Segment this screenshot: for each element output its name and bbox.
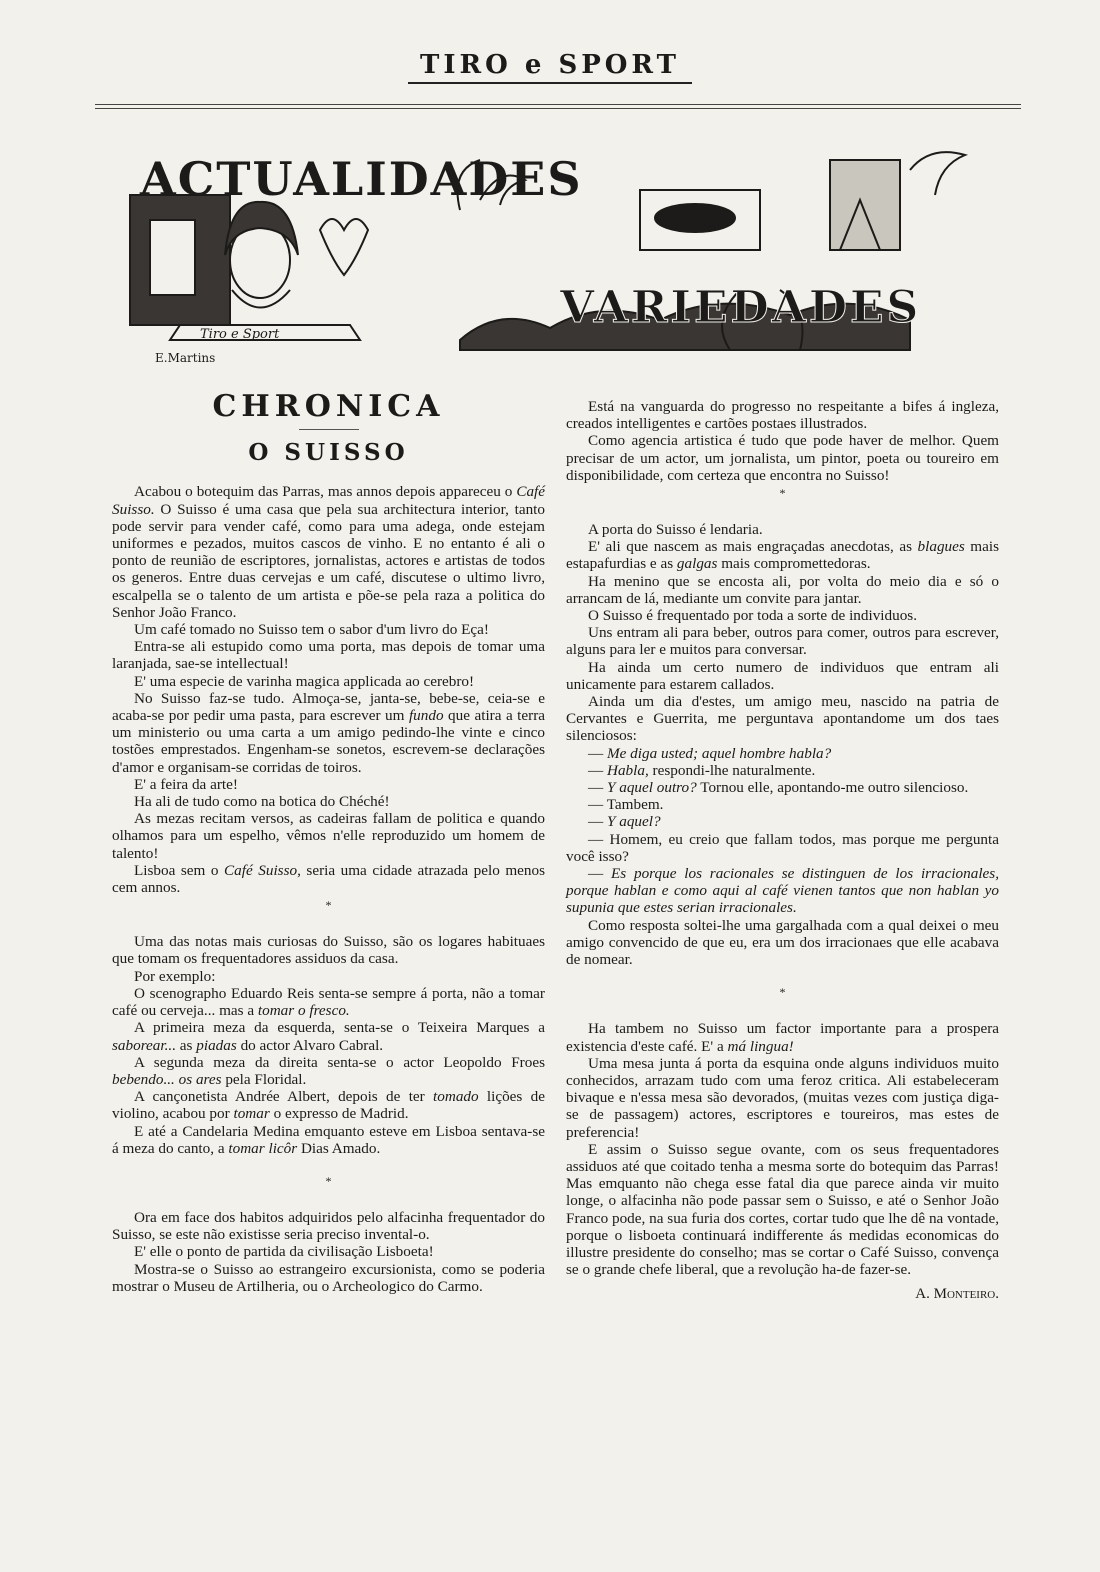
dialogue-line: — Y aquel outro? Tornou elle, apontando-me outro silencioso. [588, 779, 969, 797]
banner-title-right: VARIEDADES [560, 282, 922, 333]
dialogue-line: — Y aquel? [588, 813, 661, 831]
right-column [566, 398, 999, 1304]
section-separator: * [779, 486, 786, 501]
banner-artist-signature: E.Martins [155, 351, 216, 365]
paragraph: E assim o Suisso segue ovante, com os seus frequentadores assiduos até que coitado tenha a mesma sorte do botequim das Parras! Mas emquanto não chega esse fatal dia que parece ainda vir muito longe, o alfacinha não pode passar sem o Suisso, e até o Senhor João Franco pode, na sua furia dos cortes, cortar tudo que lhe dê na vontade, porque o lisboeta continuará indifferente ás medidas economicas do illustre presidente do conselho; mas se cortar o Café Suisso, convença se o grande chefe liberal, que a revolução ha-de fazer-se. [566, 1140, 999, 1279]
banner-title-left: ACTUALIDADES [140, 152, 583, 206]
paragraph: E' elle o ponto de partida da civilisação Lisboeta! [134, 1243, 434, 1261]
paragraph: Um café tomado no Suisso tem o sabor d'um livro do Eça! [134, 621, 489, 639]
banner-illustration [120, 140, 1000, 370]
dialogue-line: — Me diga usted; aquel hombre habla? [588, 744, 832, 762]
paragraph: Como resposta soltei-lhe uma gargalhada com a qual deixei o meu amigo convencido de que eu, era um dos irracionaes que elle acabava de nomear. [566, 916, 999, 969]
paragraph: Ainda um dia d'estes, um amigo meu, nascido na patria de Cervantes e Guerrita, me perguntava apontandome um dos taes silenciosos: [566, 693, 999, 745]
paragraph: A primeira meza da esquerda, senta-se o Teixeira Marques a saborear... as piadas do actor Alvaro Cabral. [112, 1019, 545, 1054]
dialogue-line: — Tambem. [588, 796, 664, 814]
title-rule [299, 429, 359, 430]
paragraph: Uma mesa junta á porta da esquina onde alguns individuos muito conhecidos, arrazam tudo com uma feroz critica. Ali estabeleceram bivaque e n'essa mesa são devorados, (muitas vezes com justiça diga-se de passagem) actores, escriptores e toureiros, mas estes de preferencia! [566, 1054, 999, 1141]
paragraph: Lisboa sem o Café Suisso, seria uma cidade atrazada pelo menos cem annos. [112, 861, 545, 897]
paragraph: A segunda meza da direita senta-se o actor Leopoldo Froes bebendo... os ares pela Floridal. [112, 1053, 545, 1088]
chronica-title: CHRONICA [212, 389, 445, 424]
masthead [0, 50, 1100, 84]
paragraph: O Suisso é frequentado por toda a sorte de individuos. [588, 607, 918, 625]
paragraph: E' uma especie de varinha magica applicada ao cerebro! [134, 672, 475, 690]
paragraph: As mezas recitam versos, as cadeiras fallam de politica e quando olhamos para um espelho, vêmos n'elle reproduzido um homem de talento! [112, 810, 545, 862]
header-rule [95, 104, 1021, 105]
paragraph: Uns entram ali para beber, outros para comer, outros para escrever, alguns para ler e muitos para conversar. [566, 624, 999, 659]
paragraph: Ha tambem no Suisso um factor importante para a prospera existencia d'este café. E' a má lingua! [566, 1020, 999, 1055]
paragraph: No Suisso faz-se tudo. Almoça-se, janta-se, bebe-se, ceia-se e acaba-se por pedir uma pasta, para escrever um fundo que atira a terra um ministerio ou uma carta a um amigo pedindo-lhe vinte e cinco tostões emprestados. Engenham-se sonetos, escrevem-se declarações d'amor e organisam-se corridas de toiros. [112, 689, 546, 776]
left-column [112, 390, 545, 1295]
paragraph: Ora em face dos habitos adquiridos pelo alfacinha frequentador do Suisso, se este não existisse seria preciso invental-o. [112, 1208, 545, 1244]
section-title: O SUISSO [248, 439, 409, 467]
paragraph: Está na vanguarda do progresso no respeitante a bifes á ingleza, creados intelligentes e cartões postaes illustrados. [566, 398, 999, 433]
dialogue-line: — Habla, respondi-lhe naturalmente. [588, 761, 816, 779]
paragraph: Entra-se ali estupido como uma porta, mas depois de tomar uma laranjada, sae-se intellectual! [112, 638, 545, 673]
section-separator: * [325, 898, 332, 913]
section-separator: * [779, 985, 786, 1000]
paragraph: A cançonetista Andrée Albert, depois de ter tomado lições de violino, acabou por tomar o expresso de Madrid. [112, 1088, 545, 1123]
masthead-title: TIRO e SPORT [408, 50, 692, 84]
paragraph: Por exemplo: [134, 967, 216, 985]
paragraph: Ha ali de tudo como na botica do Chéché! [134, 793, 390, 811]
banner-landscape [830, 160, 900, 250]
banner-ribbon-text: Tiro e Sport [200, 327, 280, 342]
paragraph: A porta do Suisso é lendaria. [588, 521, 763, 539]
paragraph: O scenographo Eduardo Reis senta-se sempre á porta, não a tomar café ou cerveja... mas a tomar o fresco. [112, 984, 545, 1020]
paragraph: Mostra-se o Suisso ao estrangeiro excursionista, como se poderia mostrar o Museu de Artilheria, ou o Archeologico do Carmo. [112, 1260, 545, 1295]
dialogue-line: — Es porque los racionales se distinguen de los irracionales, porque hablan e como aqui al café vienen tantos que non hablan yo supunia que estes serian irracionales. [566, 865, 999, 917]
paragraph: Uma das notas mais curiosas do Suisso, são os logares habituaes que tomam os frequentadores assiduos da casa. [112, 933, 545, 968]
paragraph: Acabou o botequim das Parras, mas annos depois appareceu o Café Suisso. O Suisso é uma casa que pela sua architectura interior, tanto pode servir para vender café, como para uma adega, onde estejam uniformes e pezados, muitos cascos de vinho. E no entanto é ali o ponto de reunião de escriptores, jornalistas, actores e artistas de todos os generos. Entre duas cervejas e um café, discutese o ultimo livro, escalpella se o talento de um artista e põe-se pela raza a politica do Senhor João Franco. [112, 483, 545, 621]
ornament-heart-icon [320, 219, 368, 275]
paragraph: E' ali que nascem as mais engraçadas anecdotas, as blagues mais estapafurdias e as galgas mais compromettedoras. [566, 538, 999, 573]
author-signature: A. Monteiro. [915, 1286, 999, 1303]
paragraph: Ha menino que se encosta ali, por volta do meio dia e só o arrancam de lá, mediante um convite para jantar. [566, 572, 999, 607]
paragraph: Como agencia artistica é tudo que pode haver de melhor. Quem precisar de um actor, um jornalista, um pintor, poeta ou toureiro em disponibilidade, com certeza que encontra no Suisso! [566, 432, 999, 484]
paragraph: E' a feira da arte! [134, 775, 238, 793]
header-rule-2 [95, 108, 1021, 109]
paragraph: Ha ainda um certo numero de individuos que entram ali unicamente para estarem callados. [566, 658, 999, 693]
banner-left-window [150, 220, 195, 295]
section-separator: * [325, 1173, 332, 1188]
dialogue-line: — Homem, eu creio que fallam todos, mas porque me pergunta você isso? [566, 830, 999, 865]
paragraph: E até a Candelaria Medina emquanto esteve em Lisboa sentava-se á meza do canto, a tomar licôr Dias Amado. [112, 1122, 545, 1157]
